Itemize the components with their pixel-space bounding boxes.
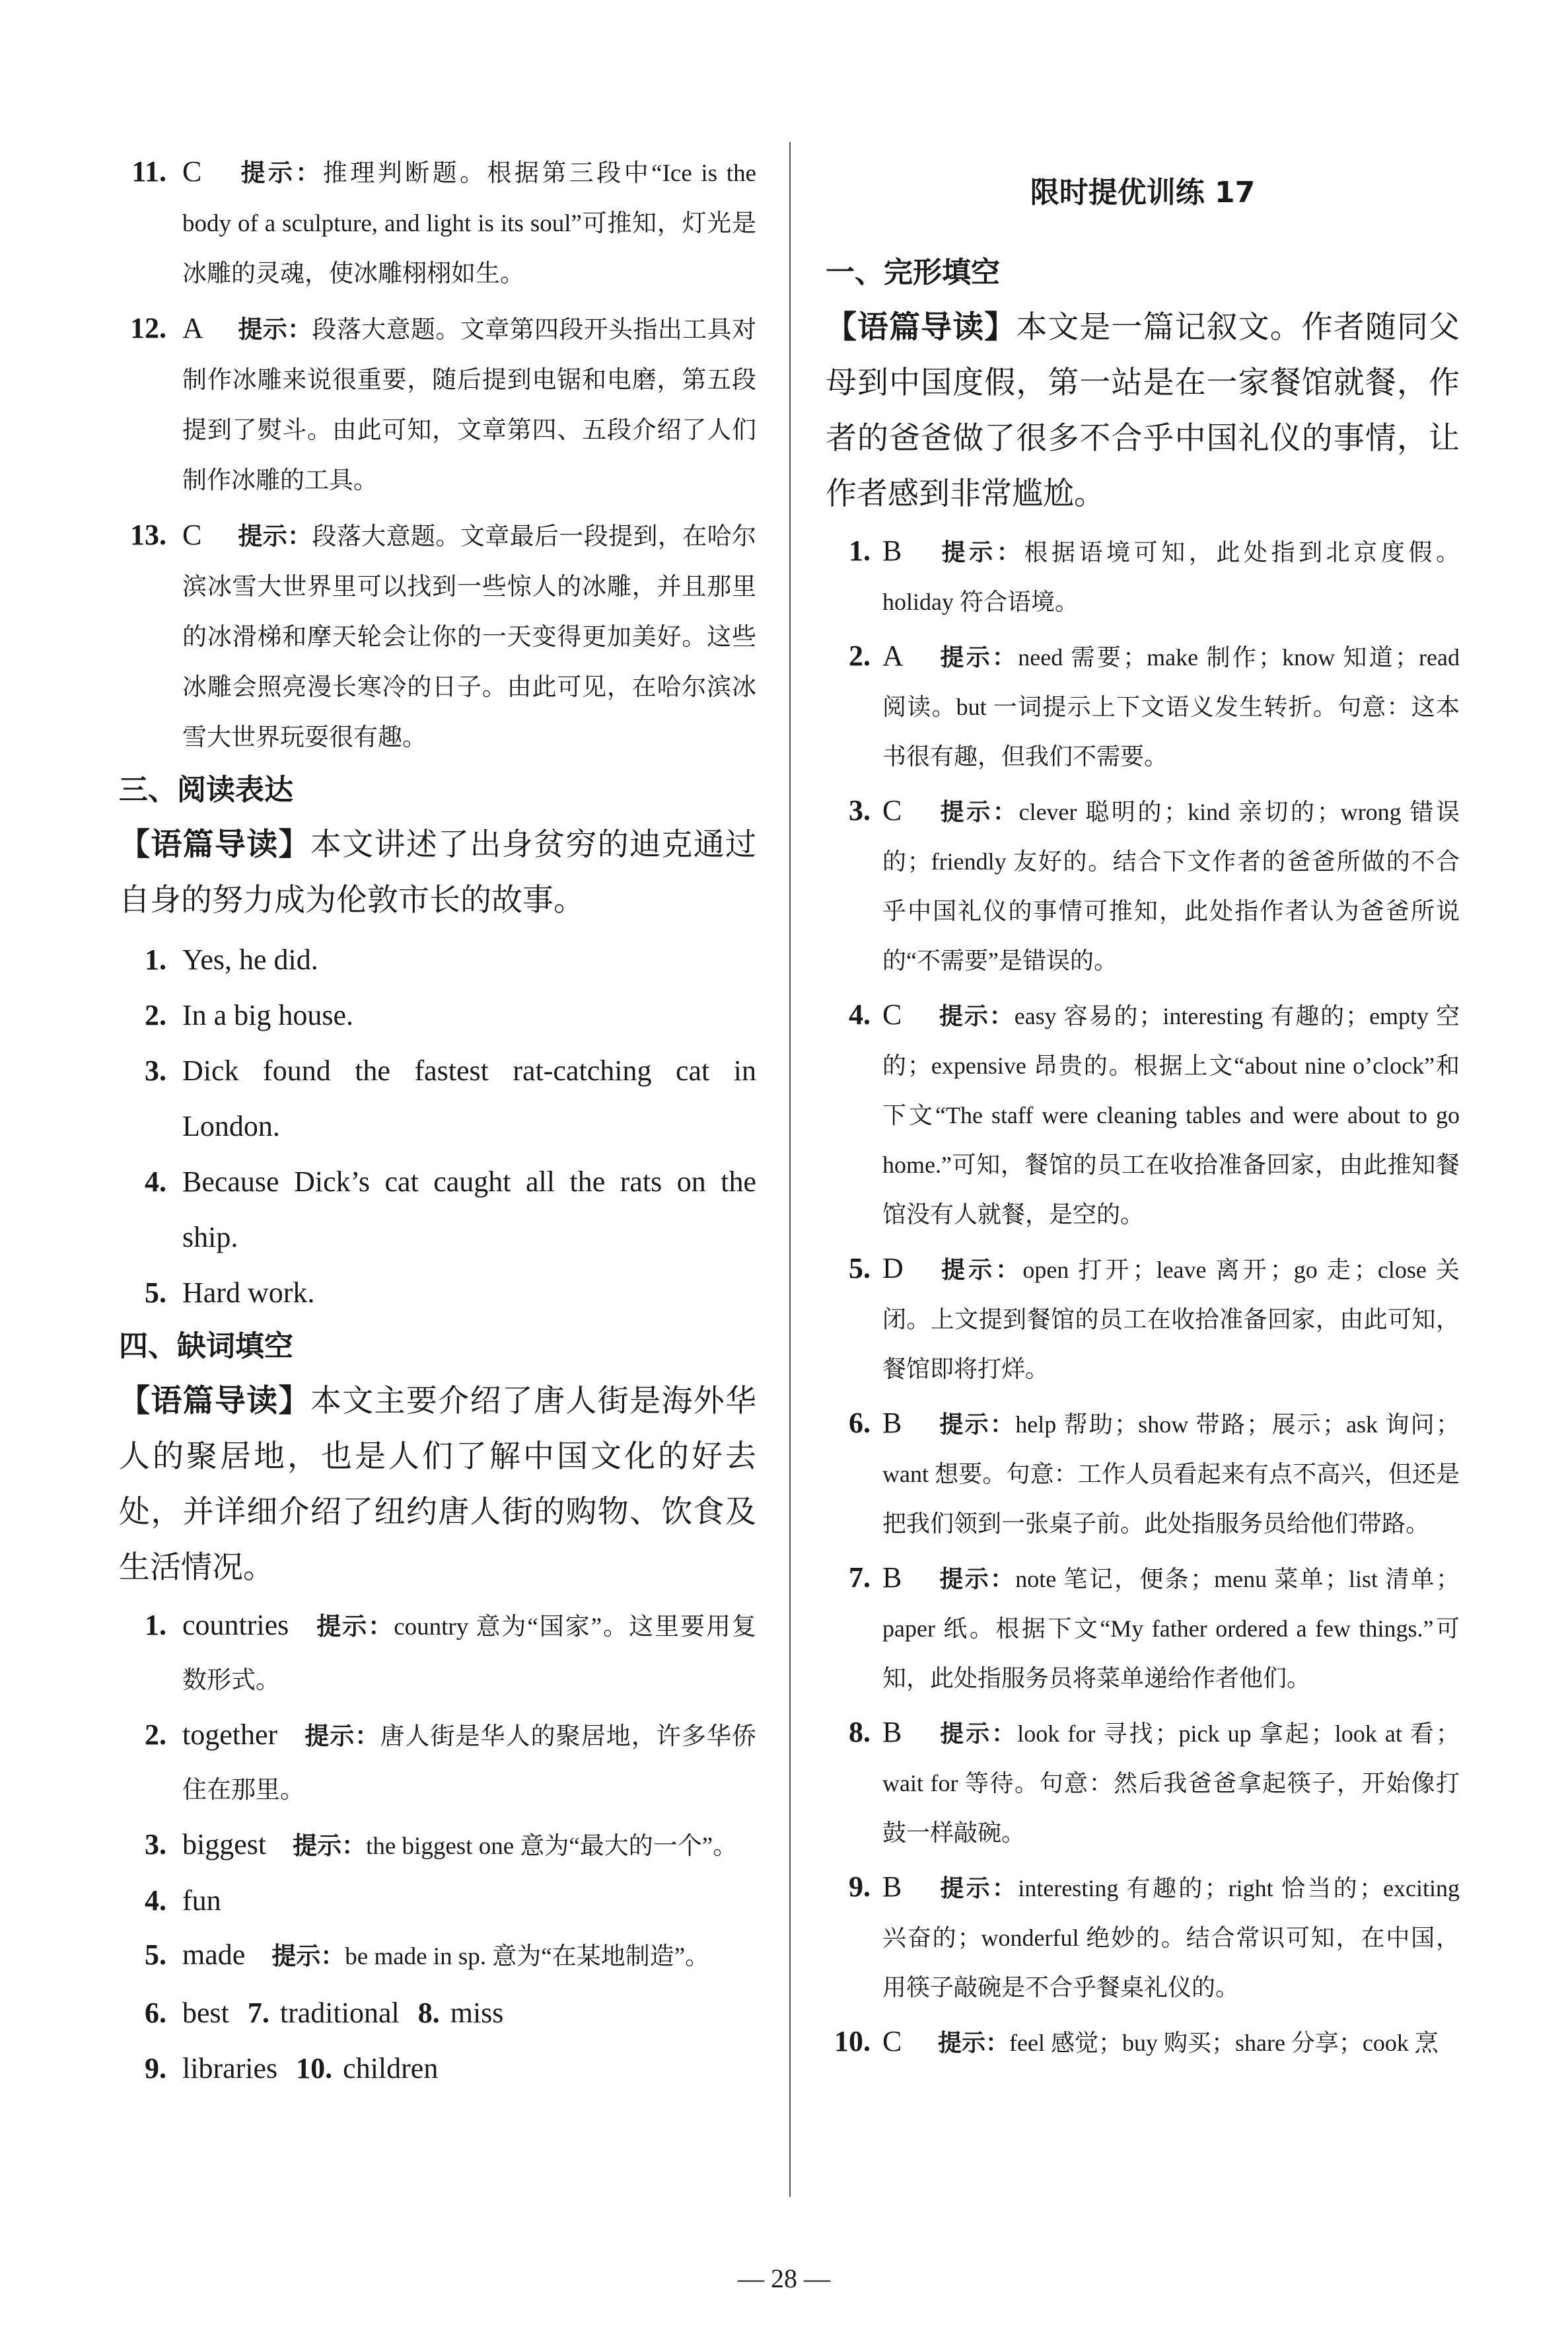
question-number: 6. (849, 1407, 871, 1439)
question-number: 13. (130, 519, 166, 551)
hint-text: 段落大意题。文章第四段开头指出工具对制作冰雕来说很重要，随后提到电锯和电磨，第五段提到了熨斗。由此可知，文章第四、五段介绍了人们制作冰雕的工具。 (182, 316, 757, 494)
question-number: 10. (296, 2052, 333, 2085)
answer-item (826, 1243, 1460, 1394)
answer-word: biggest (182, 1828, 267, 1861)
intro-text: 本文讲述了出身贫穷的迪克通过自身的努力成为伦敦市长的故事。 (119, 828, 757, 918)
answer-word: libraries (182, 2052, 278, 2085)
left-column (119, 147, 756, 2096)
hint-text: help 帮助；show 带路；展示；ask 询问；want 想要。句意：工作人员看起来有点不高兴，但还是把我们领到一张桌子前。此处指服务员给他们带路。 (882, 1411, 1460, 1537)
answer-text: Because Dick’s cat caught all the rats on the ship. (182, 1165, 756, 1253)
hint-text: country 意为“国家”。这里要用复数形式。 (182, 1613, 757, 1694)
answer-item (826, 631, 1460, 782)
answer-item (119, 1154, 756, 1265)
hint-text: 推理判断题。根据第三段中“Ice is the body of a sculpture, and light is its soul”可推知，灯光是冰雕的灵魂，使冰雕栩栩如生。 (182, 160, 757, 287)
passage-intro (826, 300, 1460, 522)
answer-word: miss (450, 1997, 504, 2029)
hint-label: 提示： (293, 1831, 367, 1860)
question-number: 7. (247, 1997, 269, 2029)
intro-label: 【语篇导读】 (119, 1383, 310, 1419)
answer-item (119, 1819, 756, 1872)
answer-choice: A (882, 640, 904, 672)
answer-word: countries (182, 1609, 289, 1641)
answer-choice: B (882, 1561, 902, 1594)
answer-item (119, 988, 756, 1043)
answer-text: Dick found the fastest rat-catching cat in London. (182, 1054, 756, 1142)
section-heading: 三、阅读表达 (119, 773, 293, 807)
question-number: 8. (849, 1716, 871, 1748)
answer-choice: D (882, 1252, 904, 1284)
hint-text: feel 感觉；buy 购买；share 分享；cook 烹 (1009, 2030, 1439, 2056)
hint-text: clever 聪明的；kind 亲切的；wrong 错误的；friendly 友好的。结合下文作者的爸爸所做的不合乎中国礼仪的事情可推知，此处指作者认为爸爸所说的“不需要”是错误的。 (882, 799, 1460, 974)
answer-item (826, 990, 1460, 1239)
question-number: 9. (849, 1870, 871, 1903)
answer-item (119, 303, 756, 506)
answer-choice: C (182, 155, 202, 188)
question-number: 3. (145, 1828, 166, 1861)
hint-label: 提示： (304, 1722, 380, 1750)
answer-text: Hard work. (182, 1276, 315, 1309)
hint-label: 提示： (938, 1003, 1015, 1030)
hint-text: easy 容易的；interesting 有趣的；empty 空的；expensive 昂贵的。根据上文“about nine o’clock”和下文“The staff were cleaning tables and were about to go home.”可知，餐馆的员工在收拾准备回家，由此推知餐馆没有人就餐，是空的。 (882, 1003, 1460, 1228)
answer-item (826, 1862, 1460, 2012)
answer-row (119, 2041, 756, 2096)
answer-choice: B (882, 535, 902, 567)
question-number: 3. (849, 794, 871, 827)
hint-label: 提示： (938, 1566, 1016, 1593)
hint-label: 提示： (315, 1612, 394, 1641)
answer-word: made (182, 1938, 246, 1971)
intro-label: 【语篇导读】 (826, 309, 1016, 346)
hint-text: open 打开；leave 离开；go 走；close 关闭。上文提到餐馆的员工在收拾准备回家，由此可知，餐馆即将打烊。 (882, 1257, 1460, 1382)
hint-label: 提示： (238, 159, 323, 187)
answer-word: best (182, 1997, 229, 2029)
question-number: 4. (145, 1165, 166, 1198)
hint-text: interesting 有趣的；right 恰当的；exciting 兴奋的；wonderful 绝妙的。结合常识可知，在中国，用筷子敲碗是不合乎餐桌礼仪的。 (882, 1875, 1460, 2001)
answer-word: traditional (279, 1997, 400, 2029)
question-number: 11. (131, 155, 166, 188)
passage-intro (119, 817, 756, 928)
answer-row (119, 1985, 756, 2041)
hint-text: need 需要；make 制作；know 知道；read 阅读。but 一词提示上下文语义发生转折。句意：这本书很有趣，但我们不需要。 (882, 644, 1460, 770)
intro-text: 本文主要介绍了唐人街是海外华人的聚居地，也是人们了解中国文化的好去处，并详细介绍了纽约唐人街的购物、饮食及生活情况。 (119, 1384, 757, 1585)
hint-label: 提示： (938, 1875, 1018, 1902)
answer-item (119, 1600, 756, 1707)
question-number: 7. (849, 1561, 871, 1594)
answer-word: fun (182, 1884, 221, 1917)
intro-label: 【语篇导读】 (119, 827, 310, 863)
question-number: 3. (145, 1054, 166, 1087)
answer-word: children (343, 2052, 439, 2085)
hint-label: 提示： (938, 1411, 1016, 1438)
question-number: 1. (145, 943, 166, 976)
answer-item (826, 2016, 1460, 2068)
answer-item (119, 1875, 756, 1927)
answer-choice: C (882, 998, 902, 1031)
section-heading: 四、缺词填空 (119, 1329, 293, 1363)
hint-label: 提示： (938, 1720, 1018, 1748)
hint-text: look for 寻找；pick up 拿起；look at 看；wait for 等待。句意：然后我爸爸拿起筷子，开始像打鼓一样敲碗。 (882, 1720, 1460, 1846)
question-number: 4. (849, 998, 871, 1031)
intro-text: 本文是一篇记叙文。作者随同父母到中国度假，第一站是在一家餐馆就餐，作者的爸爸做了很多不合乎中国礼仪的事情，让作者感到非常尴尬。 (826, 311, 1460, 511)
hint-text: note 笔记，便条；menu 菜单；list 清单；paper 纸。根据下文“My father ordered a few things.”可知，此处指服务员将菜单递给作者他们。 (882, 1566, 1460, 1691)
question-number: 8. (417, 1997, 440, 2029)
answer-item (119, 1265, 756, 1321)
hint-text: the biggest one 意为“最大的一个”。 (366, 1833, 738, 1860)
answer-choice: B (882, 1716, 902, 1748)
section-heading: 一、完形填空 (826, 256, 1000, 289)
hint-text: 段落大意题。文章最后一段提到，在哈尔滨冰雪大世界里可以找到一些惊人的冰雕，并且那里的冰滑梯和摩天轮会让你的一天变得更加美好。这些冰雕会照亮漫长寒冷的日子。由此可见，在哈尔滨冰雪大世界玩耍很有趣。 (182, 523, 757, 751)
question-number: 12. (130, 312, 166, 344)
hint-text: be made in sp. 意为“在某地制造”。 (345, 1943, 710, 1970)
question-number: 5. (145, 1938, 166, 1971)
question-number: 2. (145, 999, 166, 1031)
hint-label: 提示： (238, 522, 312, 550)
answer-item (119, 1929, 756, 1983)
hint-label: 提示： (938, 1257, 1023, 1284)
hint-text: 唐人街是华人的聚居地，许多华侨住在那里。 (182, 1723, 757, 1804)
question-number: 5. (145, 1276, 166, 1309)
question-number: 2. (849, 640, 871, 672)
hint-label: 提示： (938, 539, 1024, 566)
answer-word: together (182, 1718, 278, 1751)
page-number: — 28 — (738, 2264, 830, 2293)
answer-choice: C (182, 519, 202, 551)
answer-item (826, 1398, 1460, 1549)
answer-choice: B (882, 1870, 902, 1903)
answer-text: In a big house. (182, 999, 354, 1031)
answer-item (119, 147, 756, 299)
question-number: 5. (849, 1252, 871, 1284)
column-divider (789, 142, 791, 2197)
passage-intro (119, 1374, 756, 1596)
answer-item (826, 1553, 1460, 1703)
hint-label: 提示： (938, 799, 1019, 826)
right-column (826, 173, 1460, 2072)
answer-choice: C (882, 794, 902, 827)
answer-item (119, 1043, 756, 1154)
hint-label: 提示： (938, 644, 1018, 671)
answer-item (826, 786, 1460, 986)
answer-item (119, 1709, 756, 1816)
answer-choice: C (882, 2025, 902, 2057)
question-number: 10. (834, 2025, 871, 2057)
hint-label: 提示： (271, 1942, 345, 1970)
answer-choice: A (182, 312, 203, 344)
answer-text: Yes, he did. (182, 943, 318, 976)
question-number: 9. (145, 2052, 166, 2085)
answer-item (826, 1707, 1460, 1858)
question-number: 2. (145, 1718, 166, 1751)
answer-item (119, 510, 756, 763)
answer-item (119, 932, 756, 988)
hint-label: 提示： (938, 2030, 1010, 2057)
question-number: 1. (849, 535, 871, 567)
hint-text: 根据语境可知，此处指到北京度假。holiday 符合语境。 (882, 539, 1460, 615)
answer-choice: B (882, 1407, 902, 1439)
hint-label: 提示： (238, 315, 312, 344)
answer-item (826, 526, 1460, 627)
question-number: 1. (145, 1609, 166, 1641)
section-title: 限时提优训练 17 (1030, 176, 1256, 209)
question-number: 6. (145, 1997, 166, 2029)
question-number: 4. (145, 1884, 166, 1917)
